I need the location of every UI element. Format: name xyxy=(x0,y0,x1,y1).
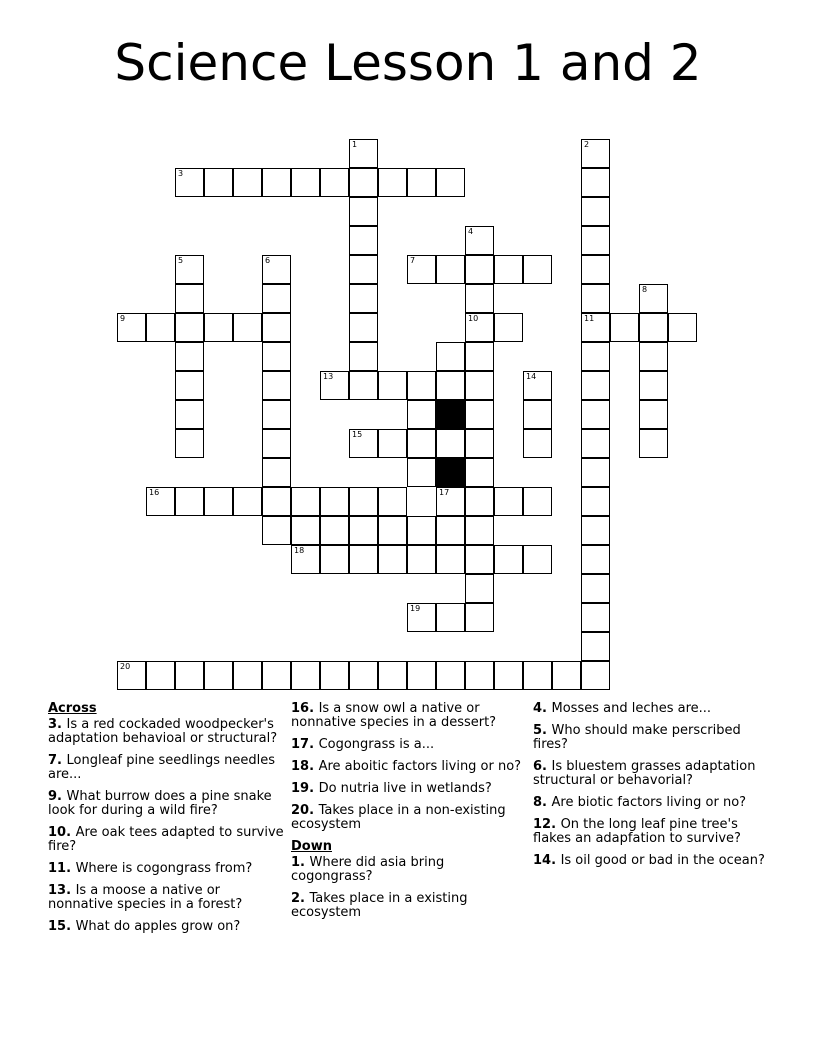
crossword-cell[interactable] xyxy=(349,168,378,197)
crossword-cell[interactable] xyxy=(465,313,494,342)
crossword-cell[interactable] xyxy=(291,487,320,516)
crossword-cell[interactable] xyxy=(465,371,494,400)
crossword-cell[interactable] xyxy=(639,371,668,400)
crossword-cell[interactable] xyxy=(146,313,175,342)
crossword-cell[interactable] xyxy=(262,516,291,545)
cell-number: 10 xyxy=(468,314,479,323)
crossword-cell[interactable] xyxy=(523,487,552,516)
crossword-cell[interactable] xyxy=(436,545,465,574)
crossword-cell[interactable] xyxy=(436,342,465,371)
crossword-cell[interactable] xyxy=(262,313,291,342)
crossword-cell[interactable] xyxy=(407,545,436,574)
cell-number: 20 xyxy=(120,662,131,671)
crossword-cell[interactable] xyxy=(523,545,552,574)
clue-text: Are aboitic factors living or no? xyxy=(318,759,522,774)
clue-number: 12 xyxy=(533,817,552,832)
clue-11: 11. Where is cogongrass from? xyxy=(48,861,253,876)
crossword-cell[interactable] xyxy=(407,603,436,632)
crossword-cell[interactable] xyxy=(233,661,262,690)
clue-19: 19. Do nutria live in wetlands? xyxy=(291,781,492,796)
crossword-cell[interactable] xyxy=(465,487,494,516)
cell-number: 13 xyxy=(323,372,334,381)
clue-number: 18 xyxy=(291,759,310,774)
clue-text: On the long leaf pine tree's flakes an adapfation to survive? xyxy=(533,817,741,846)
clue-text: Are oak tees adapted to survive fire? xyxy=(48,825,284,854)
clue-text: Is oil good or bad in the ocean? xyxy=(560,853,765,868)
crossword-cell[interactable] xyxy=(262,255,291,284)
clue-14: 14. Is oil good or bad in the ocean? xyxy=(533,853,765,868)
clue-text: Where is cogongrass from? xyxy=(75,861,253,876)
across-header: Across xyxy=(48,701,97,716)
crossword-cell[interactable] xyxy=(320,371,349,400)
crossword-cell[interactable] xyxy=(175,429,204,458)
crossword-cell[interactable] xyxy=(146,661,175,690)
crossword-cell[interactable] xyxy=(349,313,378,342)
clue-17: 17. Cogongrass is a... xyxy=(291,737,435,752)
crossword-cell[interactable] xyxy=(146,487,175,516)
clue-12: 12. On the long leaf pine tree's flakes an adapfation to survive? xyxy=(533,817,741,846)
clue-column-1 xyxy=(48,702,284,942)
cell-number: 14 xyxy=(526,372,537,381)
crossword-cell[interactable] xyxy=(581,313,610,342)
crossword-cell[interactable] xyxy=(581,429,610,458)
crossword-cell[interactable] xyxy=(233,313,262,342)
clue-8: 8. Are biotic factors living or no? xyxy=(533,795,747,810)
crossword-cell[interactable] xyxy=(320,661,349,690)
clue-number: 6 xyxy=(533,759,543,774)
crossword-cell[interactable] xyxy=(581,545,610,574)
crossword-cell[interactable] xyxy=(581,574,610,603)
crossword-cell[interactable] xyxy=(639,429,668,458)
crossword-cell[interactable] xyxy=(465,429,494,458)
crossword-cell[interactable] xyxy=(581,139,610,168)
crossword-cell[interactable] xyxy=(465,661,494,690)
crossword-cell[interactable] xyxy=(233,487,262,516)
crossword-cell[interactable] xyxy=(320,516,349,545)
crossword-cell[interactable] xyxy=(175,168,204,197)
cell-number: 17 xyxy=(439,488,450,497)
crossword-cell[interactable] xyxy=(465,458,494,487)
crossword-cell[interactable] xyxy=(436,487,465,516)
cell-number: 9 xyxy=(120,314,126,323)
crossword-cell[interactable] xyxy=(378,545,407,574)
crossword-cell[interactable] xyxy=(494,487,523,516)
clue-text: Who should make perscribed fires? xyxy=(533,723,741,752)
crossword-cell[interactable] xyxy=(465,226,494,255)
clue-number: 20 xyxy=(291,803,310,818)
cell-number: 8 xyxy=(642,285,648,294)
clue-text: Cogongrass is a... xyxy=(318,737,435,752)
clue-2: 2. Takes place in a existing ecosystem xyxy=(291,891,468,920)
cell-number: 16 xyxy=(149,488,160,497)
clue-text: Mosses and leches are... xyxy=(551,701,712,716)
crossword-cell[interactable] xyxy=(349,429,378,458)
cell-number: 11 xyxy=(584,314,595,323)
crossword-cell[interactable] xyxy=(407,429,436,458)
crossword-cell[interactable] xyxy=(320,545,349,574)
crossword-cell[interactable] xyxy=(465,342,494,371)
crossword-cell[interactable] xyxy=(291,516,320,545)
crossword-cell[interactable] xyxy=(407,661,436,690)
clue-column-3 xyxy=(533,702,769,876)
crossword-cell[interactable] xyxy=(581,458,610,487)
crossword-cell[interactable] xyxy=(117,313,146,342)
crossword-cell[interactable] xyxy=(349,487,378,516)
crossword-cell[interactable] xyxy=(465,516,494,545)
crossword-cell[interactable] xyxy=(262,342,291,371)
crossword-cell[interactable] xyxy=(465,255,494,284)
crossword-cell[interactable] xyxy=(523,255,552,284)
crossword-cell[interactable] xyxy=(581,400,610,429)
crossword-cell[interactable] xyxy=(523,400,552,429)
crossword-cell[interactable] xyxy=(349,255,378,284)
crossword-cell[interactable] xyxy=(349,139,378,168)
crossword-cell[interactable] xyxy=(320,168,349,197)
crossword-cell[interactable] xyxy=(349,545,378,574)
crossword-cell[interactable] xyxy=(523,661,552,690)
crossword-cell[interactable] xyxy=(465,574,494,603)
clue-number: 7 xyxy=(48,753,58,768)
clue-16: 16. Is a snow owl a native or nonnative species in a dessert? xyxy=(291,701,497,730)
crossword-cell[interactable] xyxy=(349,284,378,313)
crossword-cell[interactable] xyxy=(378,487,407,516)
clue-9: 9. What burrow does a pine snake look for during a wild fire? xyxy=(48,789,272,818)
crossword-cell[interactable] xyxy=(494,313,523,342)
crossword-cell[interactable] xyxy=(465,284,494,313)
crossword-cell[interactable] xyxy=(639,342,668,371)
black-cell xyxy=(436,400,465,429)
crossword-cell[interactable] xyxy=(407,371,436,400)
crossword-cell[interactable] xyxy=(262,661,291,690)
cell-number: 19 xyxy=(410,604,421,613)
clue-text: Do nutria live in wetlands? xyxy=(318,781,492,796)
crossword-cell[interactable] xyxy=(494,545,523,574)
clue-number: 15 xyxy=(48,919,67,934)
crossword-cell[interactable] xyxy=(639,284,668,313)
crossword-cell[interactable] xyxy=(436,429,465,458)
crossword-cell[interactable] xyxy=(262,168,291,197)
crossword-cell[interactable] xyxy=(262,487,291,516)
crossword-cell[interactable] xyxy=(610,313,639,342)
crossword-cell[interactable] xyxy=(378,371,407,400)
clue-text: Are biotic factors living or no? xyxy=(551,795,747,810)
cell-number: 7 xyxy=(410,256,416,265)
crossword-cell[interactable] xyxy=(552,661,581,690)
clue-number: 8 xyxy=(533,795,543,810)
crossword-cell[interactable] xyxy=(175,371,204,400)
crossword-cell[interactable] xyxy=(349,226,378,255)
cell-number: 5 xyxy=(178,256,184,265)
clue-text: Takes place in a existing ecosystem xyxy=(291,891,468,920)
down-header: Down xyxy=(291,839,332,854)
crossword-cell[interactable] xyxy=(465,603,494,632)
crossword-cell[interactable] xyxy=(262,400,291,429)
crossword-cell[interactable] xyxy=(581,661,610,690)
crossword-cell[interactable] xyxy=(378,661,407,690)
crossword-cell[interactable] xyxy=(436,661,465,690)
crossword-cell[interactable] xyxy=(262,458,291,487)
crossword-cell[interactable] xyxy=(581,603,610,632)
crossword-cell[interactable] xyxy=(465,545,494,574)
clue-1: 1. Where did asia bring cogongrass? xyxy=(291,855,445,884)
crossword-cell[interactable] xyxy=(291,545,320,574)
crossword-cell[interactable] xyxy=(436,516,465,545)
clue-number: 19 xyxy=(291,781,310,796)
crossword-cell[interactable] xyxy=(436,168,465,197)
clue-text: What burrow does a pine snake look for during a wild fire? xyxy=(48,789,272,818)
crossword-cell[interactable] xyxy=(117,661,146,690)
crossword-cell[interactable] xyxy=(262,429,291,458)
clue-number: 16 xyxy=(291,701,310,716)
cell-number: 3 xyxy=(178,169,184,178)
crossword-cell[interactable] xyxy=(494,661,523,690)
cell-number: 1 xyxy=(352,140,358,149)
crossword-cell[interactable] xyxy=(407,458,436,487)
cell-number: 4 xyxy=(468,227,474,236)
clue-number: 10 xyxy=(48,825,67,840)
crossword-cell[interactable] xyxy=(175,400,204,429)
crossword-cell[interactable] xyxy=(262,371,291,400)
clue-18: 18. Are aboitic factors living or no? xyxy=(291,759,522,774)
crossword-cell[interactable] xyxy=(378,168,407,197)
crossword-cell[interactable] xyxy=(349,197,378,226)
clue-7: 7. Longleaf pine seedlings needles are... xyxy=(48,753,276,782)
crossword-cell[interactable] xyxy=(349,371,378,400)
crossword-cell[interactable] xyxy=(349,342,378,371)
crossword-cell[interactable] xyxy=(407,168,436,197)
crossword-cell[interactable] xyxy=(523,429,552,458)
clue-text: Is a red cockaded woodpecker's adaptation behavioal or structural? xyxy=(48,717,278,746)
crossword-cell[interactable] xyxy=(175,313,204,342)
cell-number: 18 xyxy=(294,546,305,555)
crossword-cell[interactable] xyxy=(175,284,204,313)
crossword-cell[interactable] xyxy=(204,661,233,690)
crossword-cell[interactable] xyxy=(581,487,610,516)
crossword-cell[interactable] xyxy=(581,197,610,226)
crossword-cell[interactable] xyxy=(581,371,610,400)
crossword-cell[interactable] xyxy=(204,313,233,342)
crossword-cell[interactable] xyxy=(320,487,349,516)
crossword-cell[interactable] xyxy=(175,255,204,284)
crossword-cell[interactable] xyxy=(581,255,610,284)
crossword-cell[interactable] xyxy=(465,400,494,429)
crossword-cell[interactable] xyxy=(407,400,436,429)
page-title: Science Lesson 1 and 2 xyxy=(114,34,702,92)
crossword-cell[interactable] xyxy=(378,516,407,545)
crossword-cell[interactable] xyxy=(523,371,552,400)
clue-number: 4 xyxy=(533,701,543,716)
crossword-cell[interactable] xyxy=(175,342,204,371)
crossword-cell[interactable] xyxy=(291,168,320,197)
crossword-cell[interactable] xyxy=(581,284,610,313)
clue-number: 5 xyxy=(533,723,543,738)
crossword-cell[interactable] xyxy=(349,516,378,545)
crossword-cell[interactable] xyxy=(262,284,291,313)
crossword-cell[interactable] xyxy=(204,487,233,516)
crossword-cell[interactable] xyxy=(494,255,523,284)
crossword-cell[interactable] xyxy=(233,168,262,197)
cell-number: 2 xyxy=(584,140,590,149)
clue-20: 20. Takes place in a non-existing ecosystem xyxy=(291,803,506,832)
clue-number: 9 xyxy=(48,789,58,804)
clue-10: 10. Are oak tees adapted to survive fire? xyxy=(48,825,284,854)
crossword-cell[interactable] xyxy=(639,400,668,429)
crossword-cell[interactable] xyxy=(436,255,465,284)
black-cell xyxy=(436,458,465,487)
clue-number: 13 xyxy=(48,883,67,898)
crossword-cell[interactable] xyxy=(668,313,697,342)
clue-4: 4. Mosses and leches are... xyxy=(533,701,712,716)
cell-number: 15 xyxy=(352,430,363,439)
clue-15: 15. What do apples grow on? xyxy=(48,919,241,934)
clue-number: 1 xyxy=(291,855,301,870)
crossword-cell[interactable] xyxy=(581,226,610,255)
cell-number: 6 xyxy=(265,256,271,265)
clue-text: Takes place in a non-existing ecosystem xyxy=(291,803,506,832)
crossword-cell[interactable] xyxy=(639,313,668,342)
clue-text: Where did asia bring cogongrass? xyxy=(291,855,445,884)
clue-text: Longleaf pine seedlings needles are... xyxy=(48,753,276,782)
clue-number: 17 xyxy=(291,737,310,752)
clue-5: 5. Who should make perscribed fires? xyxy=(533,723,741,752)
clue-6: 6. Is bluestem grasses adaptation structural or behavorial? xyxy=(533,759,756,788)
crossword-cell[interactable] xyxy=(436,603,465,632)
clue-text: Is a moose a native or nonnative species in a forest? xyxy=(48,883,243,912)
crossword-cell[interactable] xyxy=(581,516,610,545)
crossword-cell[interactable] xyxy=(378,429,407,458)
crossword-cell[interactable] xyxy=(581,168,610,197)
crossword-cell[interactable] xyxy=(436,371,465,400)
crossword-cell[interactable] xyxy=(204,168,233,197)
clue-text: What do apples grow on? xyxy=(75,919,241,934)
crossword-cell[interactable] xyxy=(175,661,204,690)
clue-3: 3. Is a red cockaded woodpecker's adaptation behavioal or structural? xyxy=(48,717,278,746)
clue-13: 13. Is a moose a native or nonnative species in a forest? xyxy=(48,883,243,912)
crossword-cell[interactable] xyxy=(581,632,610,661)
clue-number: 2 xyxy=(291,891,301,906)
crossword-cell[interactable] xyxy=(407,255,436,284)
crossword-cell[interactable] xyxy=(175,487,204,516)
clue-number: 3 xyxy=(48,717,58,732)
clue-text: Is a snow owl a native or nonnative species in a dessert? xyxy=(291,701,497,730)
crossword-cell[interactable] xyxy=(291,661,320,690)
clue-number: 11 xyxy=(48,861,67,876)
clue-number: 14 xyxy=(533,853,552,868)
crossword-cell[interactable] xyxy=(407,516,436,545)
crossword-cell[interactable] xyxy=(349,661,378,690)
clue-text: Is bluestem grasses adaptation structural or behavorial? xyxy=(533,759,756,788)
clue-column-2 xyxy=(291,702,527,928)
crossword-cell[interactable] xyxy=(581,342,610,371)
